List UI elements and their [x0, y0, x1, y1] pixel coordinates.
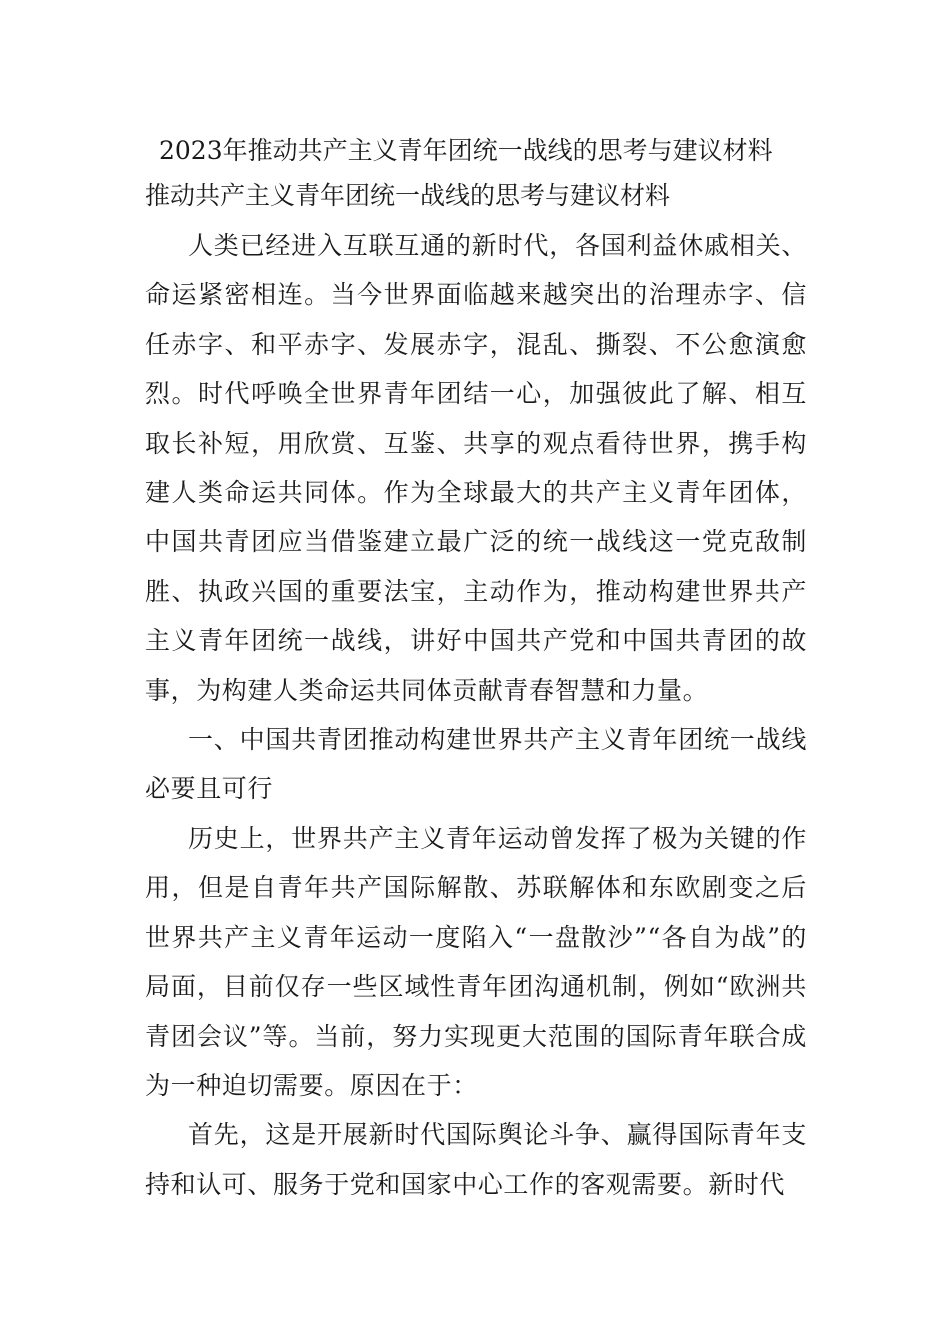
section-heading-1: 一、中国共青团推动构建世界共产主义青年团统一战线必要且可行 — [145, 725, 807, 804]
paragraph-first-reason: 首先，这是开展新时代国际舆论斗争、赢得国际青年支持和认可、服务于党和国家中心工作的客观需要。新时代 — [145, 1120, 807, 1199]
document-title: 2023年推动共产主义青年团统一战线的思考与建议材料 — [159, 136, 773, 165]
paragraph-intro: 人类已经进入互联互通的新时代，各国利益休戚相关、命运紧密相连。当今世界面临越来越突出的治理赤字、信任赤字、和平赤字、发展赤字，混乱、撕裂、不公愈演愈烈。时代呼唤全世界青年团结一心，加强彼此了解、相互取长补短，用欣赏、互鉴、共享的观点看待世界，携手构建人类命运共同体。作为全球最大的共产主义青年团体，中国共青团应当借鉴建立最广泛的统一战线这一党克敌制胜、执政兴国的重要法宝，主动作为，推动构建世界共产主义青年团统一战线，讲好中国共产党和中国共青团的故事，为构建人类命运共同体贡献青春智慧和力量。 — [145, 231, 807, 705]
document-subtitle: 推动共产主义青年团统一战线的思考与建议材料 — [145, 181, 671, 210]
paragraph-history: 历史上，世界共产主义青年运动曾发挥了极为关键的作用，但是自青年共产国际解散、苏联解体和东欧剧变之后世界共产主义青年运动一度陷入“一盘散沙”“各自为战”的局面，目前仅存一些区域性青年团沟通机制，例如“欧洲共青团会议”等。当前，努力实现更大范围的国际青年联合成为一种迫切需要。原因在于： — [145, 823, 807, 1100]
document-body — [145, 128, 807, 1209]
